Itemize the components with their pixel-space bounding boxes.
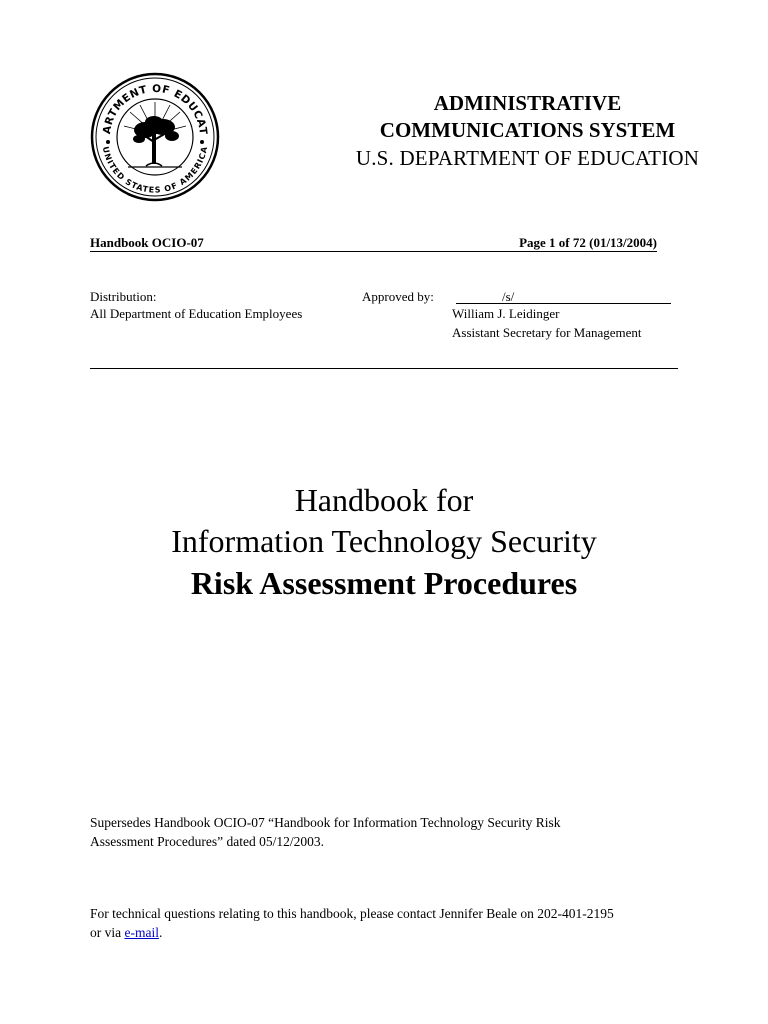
- email-link[interactable]: e-mail: [124, 925, 159, 940]
- handbook-meta-line: [90, 235, 657, 252]
- contact-note: [90, 904, 690, 942]
- supersedes-line-2: Assessment Procedures” dated 05/12/2003.: [90, 834, 324, 849]
- seal-top-text: ARTMENT OF EDUCAT: [100, 82, 210, 136]
- contact-line-1: For technical questions relating to this handbook, please contact Jennifer Beale on 202-401-2195: [90, 906, 614, 921]
- signature: /s/: [502, 289, 515, 304]
- document-title-line-2: Information Technology Security: [171, 523, 597, 559]
- approver-name: William J. Leidinger: [452, 306, 560, 321]
- header-line-administrative: ADMINISTRATIVE: [433, 91, 622, 115]
- signature-line: [456, 287, 671, 304]
- department-of-education-seal: [90, 72, 220, 202]
- supersedes-note: [90, 813, 690, 851]
- header-line-department: U.S. DEPARTMENT OF EDUCATION: [355, 146, 700, 170]
- document-title-line-1: Handbook for: [294, 482, 474, 518]
- header-line-communications-system: COMMUNICATIONS SYSTEM: [379, 118, 676, 142]
- document-title-line-3: Risk Assessment Procedures: [190, 565, 578, 601]
- seal-icon: [90, 72, 220, 202]
- contact-prefix: or via: [90, 925, 125, 940]
- contact-line-2: [90, 923, 690, 942]
- distribution-label: Distribution:: [90, 289, 157, 304]
- distribution-value: All Department of Education Employees: [90, 306, 303, 321]
- handbook-id: Handbook OCIO-07: [90, 235, 204, 250]
- horizontal-divider: [90, 368, 678, 369]
- seal-bottom-text: UNITED STATES OF AMERICA: [100, 145, 210, 195]
- contact-suffix: .: [158, 925, 163, 940]
- supersedes-line-1: Supersedes Handbook OCIO-07 “Handbook for Information Technology Security Risk: [90, 815, 561, 830]
- page-info: Page 1 of 72 (01/13/2004): [519, 235, 657, 250]
- approved-by-label: Approved by:: [362, 289, 434, 304]
- approver-title: Assistant Secretary for Management: [452, 325, 642, 340]
